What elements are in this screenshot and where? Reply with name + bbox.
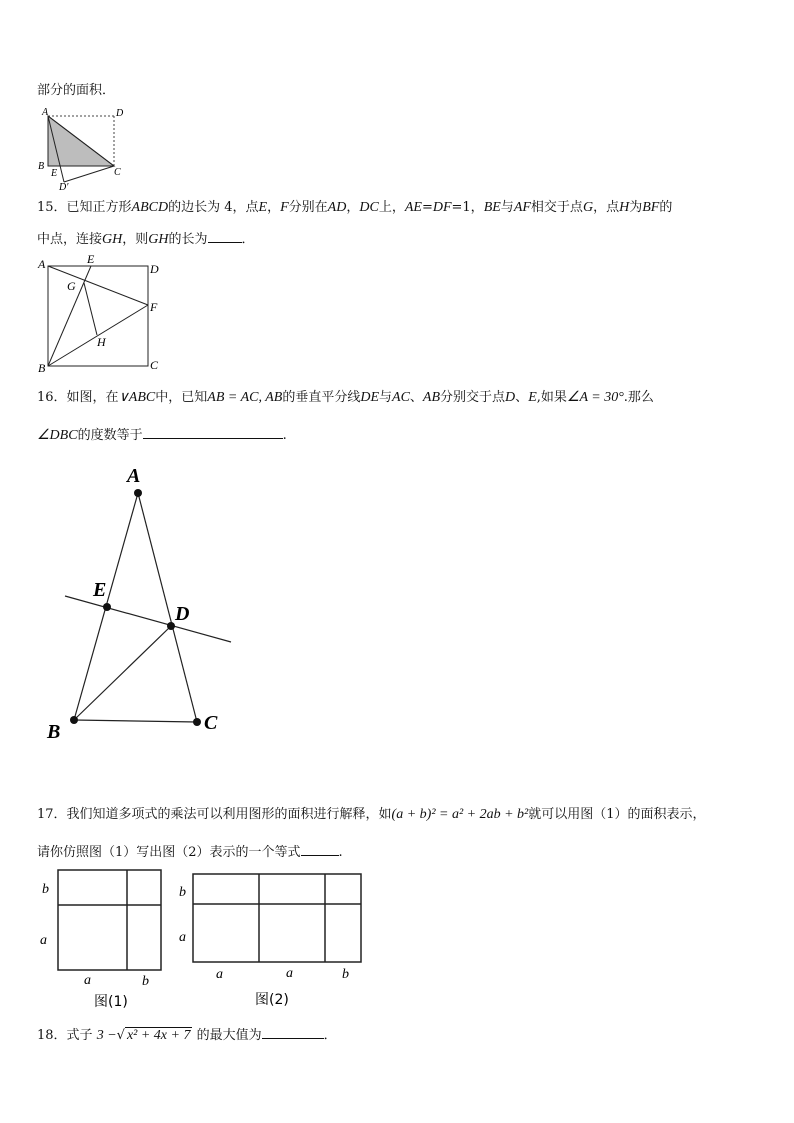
label-B: B [38, 361, 46, 375]
figure-14 [36, 106, 136, 192]
answer-blank-15[interactable] [208, 230, 242, 243]
outer-rectangle [193, 874, 361, 962]
label-A: A [42, 107, 49, 118]
label-a-bottom-2: a [286, 966, 293, 981]
label-B: B [38, 161, 45, 172]
q18-line: 18．式子 3 −√ x² + 4x + 7 的最大值为 ． [37, 1028, 337, 1043]
label-B: B [47, 721, 61, 743]
figure-17-2 [176, 868, 371, 1016]
q16-line1: 16．如图，在∨ABC中，已知AB = AC, AB的垂直平分线DE与AC、AB分别交于点D、E,如果∠A = 30°.那么 [37, 390, 654, 405]
outer-square [58, 870, 161, 970]
answer-blank-18[interactable] [262, 1026, 324, 1039]
label-E: E [51, 168, 58, 179]
q17-line2: 请你仿照图（1）写出图（2）表示的一个等式 . [37, 845, 343, 860]
label-b-bottom: b [342, 967, 349, 982]
point-C [193, 718, 201, 726]
sqrt-symbol: √ [116, 1028, 125, 1043]
segment-GH [84, 283, 97, 335]
label-H: H [97, 335, 106, 349]
label-Dprime: D′ [59, 182, 69, 193]
caption-fig2: 图(2) [255, 992, 289, 1008]
radicand: x² + 4x + 7 [126, 1028, 191, 1043]
square-abcd [48, 266, 148, 366]
label-a-bottom: a [84, 973, 91, 988]
label-A: A [127, 465, 141, 487]
segment-AF [48, 266, 148, 305]
perpendicular-bisector [65, 596, 231, 642]
label-D: D [150, 262, 159, 276]
answer-blank-16[interactable] [143, 426, 283, 439]
point-D [167, 622, 175, 630]
q17-line1: 17．我们知道多项式的乘法可以利用图形的面积进行解释，如(a + b)² = a² + 2ab + b²就可以用图（1）的面积表示， [37, 807, 706, 822]
label-E: E [87, 252, 95, 266]
fold-dp-c [64, 166, 114, 182]
label-E: E [93, 579, 107, 601]
q15-line2: 中点，连接GH，则GH的长为 ． [37, 232, 255, 247]
label-a-left: a [40, 933, 47, 948]
label-G: G [67, 279, 76, 293]
label-D: D [116, 108, 124, 119]
q15-line1: 15．已知正方形ABCD的边长为 4，点E，F分别在AD，DC上，AE=DF=1，BE与AF相交于点G，点H为BF的 [37, 200, 673, 215]
side-BC [74, 720, 197, 722]
point-B [70, 716, 78, 724]
label-C: C [114, 167, 121, 178]
point-E [103, 603, 111, 611]
q16-line2: ∠DBC的度数等于 . [37, 428, 287, 443]
label-A: A [38, 257, 46, 271]
point-A [134, 489, 142, 497]
label-a-left: a [179, 930, 186, 945]
label-D: D [175, 603, 190, 625]
figure-15 [36, 253, 166, 375]
answer-blank-17[interactable] [301, 843, 339, 856]
label-b-bottom: b [142, 974, 149, 989]
figure-16 [40, 460, 240, 750]
label-F: F [150, 300, 158, 314]
figure-17-1 [36, 866, 166, 1016]
label-b-left: b [179, 885, 186, 900]
expr-three: 3 − [96, 1028, 117, 1043]
segment-BD [74, 626, 171, 720]
label-a-bottom-1: a [216, 967, 223, 982]
label-C: C [150, 358, 159, 372]
label-C: C [204, 712, 218, 734]
label-b-left: b [42, 882, 49, 897]
caption-fig1: 图(1) [94, 994, 128, 1010]
intro-text: 部分的面积． [37, 83, 116, 98]
